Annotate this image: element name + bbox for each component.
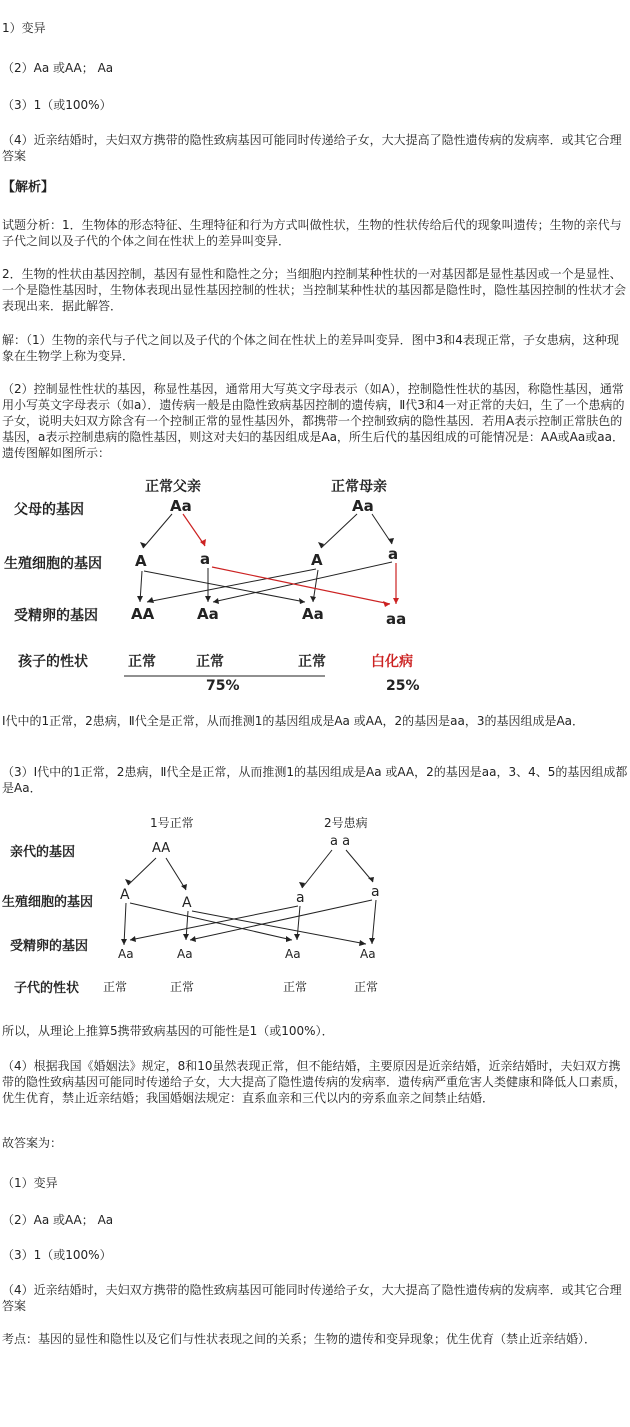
row-label-gamete-genes: 生殖细胞的基因	[4, 556, 102, 572]
percent-disease: 25%	[386, 678, 420, 690]
arrow-father-to-A	[143, 514, 172, 548]
answer-3: （3）1（或100%）	[2, 98, 112, 112]
zygote2-1: Aa	[118, 947, 134, 961]
solution-part-3-tail: 所以，从理论上推算5携带致病基因的可能性是1（或100%）．	[2, 1024, 334, 1038]
final-answer-3: （3）1（或100%）	[2, 1248, 112, 1262]
row-label-child-trait: 孩子的性状	[18, 654, 88, 670]
gamete-mother-A: A	[311, 551, 323, 569]
gamete-father-A: A	[135, 552, 147, 570]
zygote2-3: Aa	[285, 947, 301, 961]
mother-genotype: Aa	[352, 497, 374, 515]
solution-part-3: （3）Ⅰ代中的1正常，2患病，Ⅱ代全是正常，从而推测1的基因组成是Aa 或AA，2的基因是aa，3、4、5的基因组成都是Aa．	[2, 765, 628, 795]
final-answer-1: （1）变异	[2, 1176, 58, 1190]
analysis-point-2: 2．生物的性状由基因控制，基因有显性和隐性之分；当细胞内控制某种性状的一对基因都是显性基因或一个是显性、一个是隐性基因时，生物体表现出显性基因控制的性状；当控制某种性状的基因都是隐性时，隐性基因控制的性状才会表现出来．据此解答．	[2, 267, 627, 313]
gamete2-A-1: A	[120, 887, 130, 903]
knowledge-points: 考点：基因的显性和隐性以及它们与性状表现之间的关系；生物的遗传和变异现象；优生优育（禁止近亲结婚）．	[2, 1332, 597, 1346]
trait-normal-3: 正常	[298, 654, 326, 670]
arrow-mA-to-AA	[147, 569, 316, 602]
trait2-normal-2: 正常	[170, 980, 195, 994]
trait-normal-1: 正常	[128, 654, 156, 670]
parent2-genotype: a a	[330, 834, 351, 849]
solution-part-2: （2）控制显性性状的基因，称显性基因，通常用大写英文字母表示（如A），控制隐性性状的基因，称隐性基因，通常用小写英文字母表示（如a）．遗传病一般是由隐性致病基因控制的遗传病，Ⅱ代3和4一对正常的夫妇，生了一个患病的子女，说明夫妇双方除含有一个控制正常的显性基因外，都携带一个控制致病的隐性基因．若用A表示控制正常肤色的基因，a表示控制患病的隐性基因，则这对夫妇的基因组成是Aa，所生后代的基因组成的可能情况是：AA或Aa或aa．遗传图解如图所示：	[2, 382, 625, 460]
row-label-gamete-genes-2: 生殖细胞的基因	[2, 895, 94, 910]
mother-label: 正常母亲	[331, 479, 387, 495]
answer-1: 1）变异	[2, 21, 46, 35]
analysis-intro: 试题分析：1．生物体的形态特征、生理特征和行为方式叫做性状，生物的性状传给后代的现象叫遗传；生物的亲代与子代之间以及子代的个体之间在性状上的差异叫变异．	[2, 218, 622, 248]
red-arrow-a-to-aa	[212, 567, 390, 604]
final-answer-4: （4）近亲结婚时，夫妇双方携带的隐性致病基因可能同时传递给子女，大大提高了隐性遗传病的发病率．或其它合理答案	[2, 1283, 622, 1313]
inheritance-diagram-1	[0, 470, 630, 690]
zygote-Aa-2: Aa	[302, 605, 324, 623]
gamete2-a-1: a	[296, 890, 305, 906]
analysis-heading: 【解析】	[2, 180, 55, 195]
percent-normal: 75%	[206, 678, 240, 690]
trait-albinism: 白化病	[371, 654, 413, 670]
zygote-AA: AA	[131, 605, 155, 623]
parent2-label: 2号患病	[324, 816, 368, 830]
answer-heading: 故答案为：	[2, 1136, 63, 1150]
solution-part-1: 解：（1）生物的亲代与子代之间以及子代的个体之间在性状上的差异叫变异．图中3和4表现正常，子女患病，这种现象在生物学上称为变异．	[2, 333, 619, 363]
gamete-mother-a: a	[388, 545, 399, 563]
trait-normal-2: 正常	[196, 654, 224, 670]
row-label-zygote-genes: 受精卵的基因	[14, 608, 98, 624]
father-label: 正常父亲	[145, 479, 201, 495]
trait2-normal-1: 正常	[103, 980, 128, 994]
zygote-Aa-1: Aa	[197, 605, 219, 623]
zygote2-2: Aa	[177, 947, 193, 961]
arrow-mother-to-A	[321, 514, 357, 548]
row-label-child-trait-2: 子代的性状	[14, 981, 80, 996]
trait2-normal-4: 正常	[354, 980, 379, 994]
row-label-zygote-genes-2: 受精卵的基因	[10, 939, 89, 954]
arrow-ma-to-Aa1	[213, 562, 392, 602]
zygote2-4: Aa	[360, 947, 376, 961]
row-label-parent-genes-2: 亲代的基因	[10, 845, 76, 860]
parent1-label: 1号正常	[150, 816, 194, 830]
solution-part-4: （4）根据我国《婚姻法》规定，8和10虽然表现正常，但不能结婚，主要原因是近亲结婚，近亲结婚时，夫妇双方携带的隐性致病基因可能同时传递给子女，大大提高了隐性遗传病的发病率．遗传病严重危害人类健康和降低人口素质，优生优育，禁止近亲结婚；我国婚姻法规定：直系血亲和三代以内的旁系血亲之间禁止结婚．	[2, 1059, 627, 1105]
final-answer-2: （2）Aa 或AA； Aa	[2, 1213, 114, 1227]
gamete2-a-2: a	[371, 884, 380, 900]
inheritance-diagram-2	[0, 810, 630, 1000]
answer-2: （2）Aa 或AA； Aa	[2, 61, 114, 75]
trait2-normal-3: 正常	[283, 980, 308, 994]
answer-4: （4）近亲结婚时，夫妇双方携带的隐性致病基因可能同时传递给子女，大大提高了隐性遗传病的发病率．或其它合理答案	[2, 133, 622, 163]
gamete-father-a: a	[200, 550, 211, 568]
row-label-parent-genes: 父母的基因	[14, 502, 84, 518]
zygote-aa: aa	[386, 610, 407, 628]
parent1-genotype: AA	[152, 841, 171, 856]
gamete2-A-2: A	[182, 895, 192, 911]
solution-part-2-tail: Ⅰ代中的1正常，2患病，Ⅱ代全是正常，从而推测1的基因组成是Aa 或AA，2的基因是aa，3的基因组成是Aa．	[2, 714, 585, 728]
father-genotype: Aa	[170, 497, 192, 515]
